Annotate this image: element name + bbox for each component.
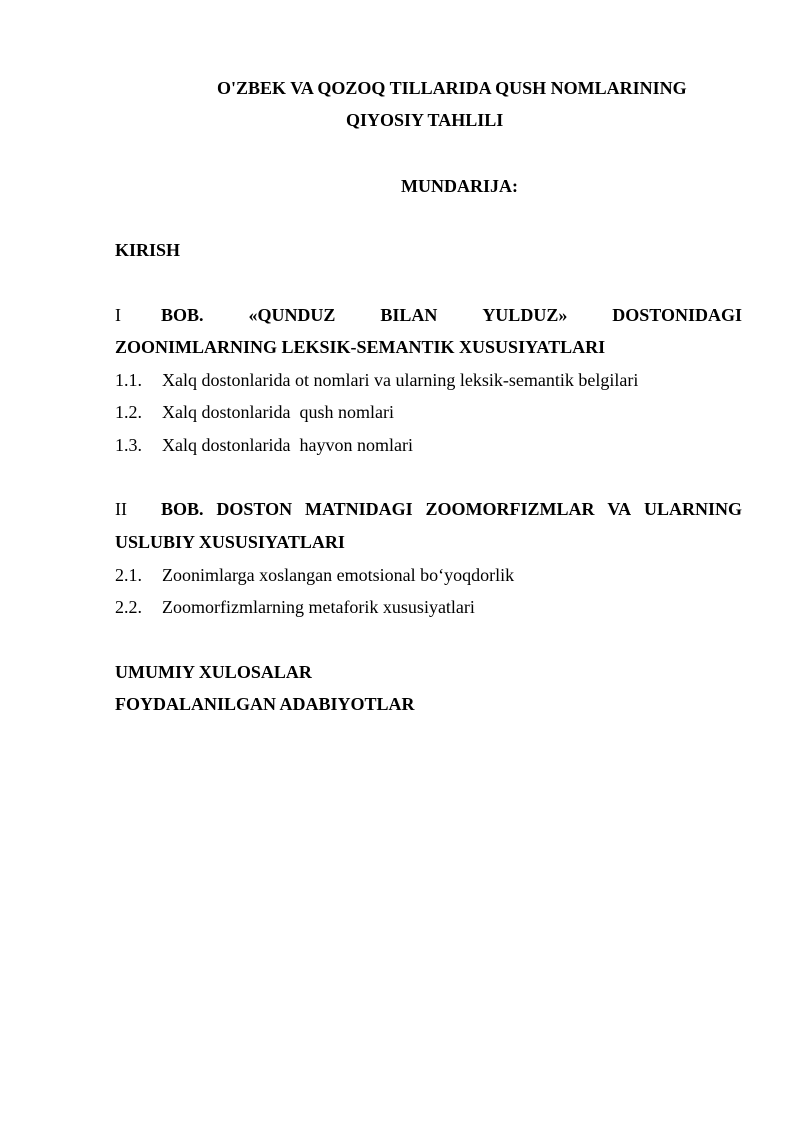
section-number: 1.2. xyxy=(115,402,142,422)
section-number: 1.3. xyxy=(115,435,142,455)
section-title: Xalq dostonlarida hayvon nomlari xyxy=(162,435,413,455)
toc-entry-references: FOYDALANILGAN ADABIYOTLAR xyxy=(115,694,415,714)
heading-word: VA xyxy=(607,499,632,519)
heading-word: YULDUZ» xyxy=(482,305,568,325)
toc-section-item xyxy=(115,564,514,586)
toc-entry-conclusion: UMUMIY XULOSALAR xyxy=(115,662,312,682)
heading-word: BOB. xyxy=(161,305,204,325)
toc-heading: MUNDARIJA: xyxy=(401,176,518,196)
toc-section-item xyxy=(115,434,413,456)
chapter-heading-words xyxy=(161,498,742,520)
chapter-number: II xyxy=(115,499,127,519)
heading-word: ZOOMORFIZMLAR xyxy=(425,499,595,519)
section-title: Zoomorfizmlarning metaforik xususiyatlari xyxy=(162,597,475,617)
document-title-line1: O'ZBEK VA QOZOQ TILLARIDA QUSH NOMLARINING xyxy=(217,78,687,98)
heading-word: DOSTON xyxy=(216,499,293,519)
chapter-heading-words xyxy=(161,304,742,326)
section-title: Xalq dostonlarida qush nomlari xyxy=(162,402,394,422)
document-title-line2: QIYOSIY TAHLILI xyxy=(346,110,504,130)
section-title: Zoonimlarga xoslangan emotsional bo‘yoqdorlik xyxy=(162,565,515,585)
chapter-2-heading xyxy=(115,498,742,520)
heading-word: BOB. xyxy=(161,499,204,519)
chapter-number: I xyxy=(115,305,121,325)
heading-word: BILAN xyxy=(380,305,438,325)
heading-word: MATNIDAGI xyxy=(304,499,413,519)
section-number: 1.1. xyxy=(115,370,142,390)
chapter-2-heading-continuation: USLUBIY XUSUSIYATLARI xyxy=(115,532,345,552)
toc-section-item xyxy=(115,401,394,423)
toc-entry-intro: KIRISH xyxy=(115,240,181,260)
section-number: 2.1. xyxy=(115,565,142,585)
toc-section-item xyxy=(115,369,638,391)
heading-word: DOSTONIDAGI xyxy=(612,305,742,325)
chapter-1-heading-continuation: ZOONIMLARNING LEKSIK-SEMANTIK XUSUSIYATLARI xyxy=(115,337,606,357)
chapter-1-heading xyxy=(115,304,742,326)
heading-word: ULARNING xyxy=(643,499,742,519)
toc-section-item xyxy=(115,596,475,618)
section-number: 2.2. xyxy=(115,597,142,617)
section-title: Xalq dostonlarida ot nomlari va ularning leksik-semantik belgilari xyxy=(162,370,639,390)
heading-word: «QUNDUZ xyxy=(248,305,336,325)
